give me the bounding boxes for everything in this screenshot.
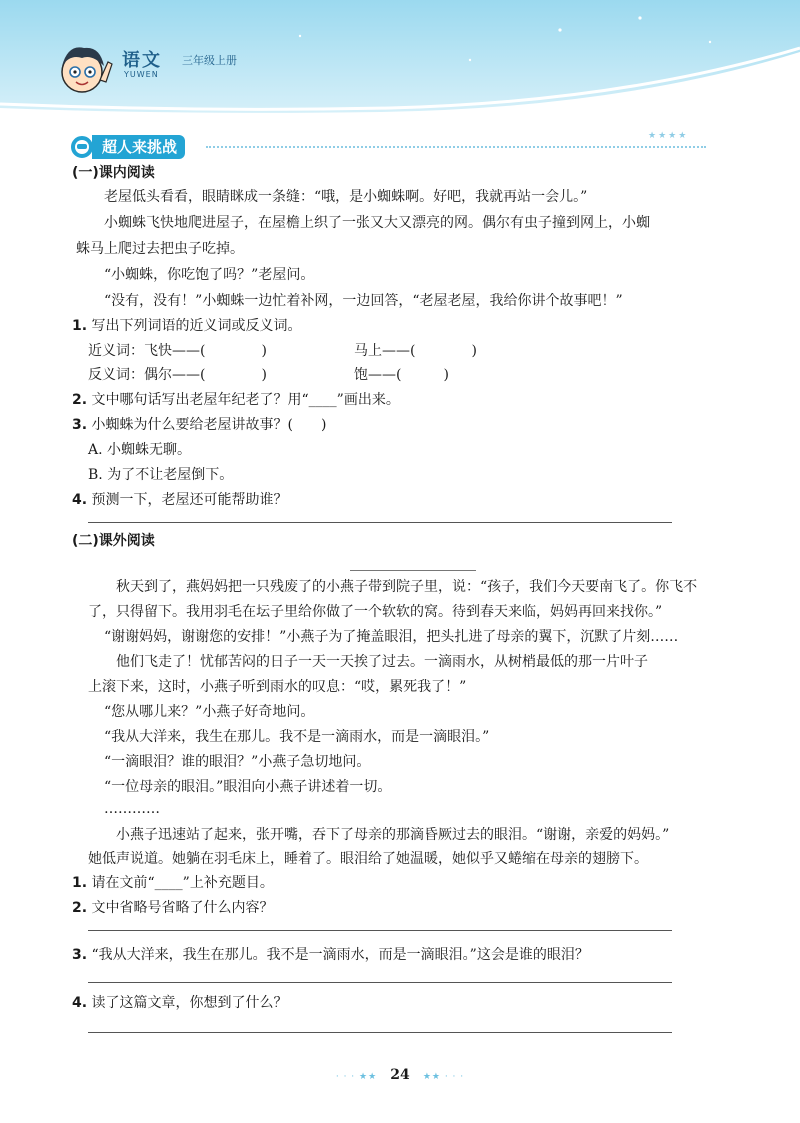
question-text: “我从大洋来，我生在那儿。我不是一滴雨水，而是一滴眼泪。”这会是谁的眼泪？: [91, 947, 589, 963]
footer-stars-right: ★★ · · ·: [422, 1072, 465, 1082]
option-b[interactable]: B. 为了不让老屋倒下。: [88, 467, 234, 483]
question-number: 2.: [72, 392, 88, 408]
part2-paragraph: 她低声说道。她躺在羽毛床上，睡着了。眼泪给了她温暖，她似乎又蜷缩在母亲的翅膀下。: [88, 851, 648, 867]
banner-divider: [206, 146, 706, 152]
question-text: 预测一下，老屋还可能帮助谁？: [91, 492, 288, 508]
question-text: 读了这篇文章，你想到了什么？: [91, 995, 288, 1011]
page-number: 24: [390, 1067, 410, 1083]
part2-question-3: [72, 946, 589, 964]
question-text: 文中哪句话写出老屋年纪老了？用“____”画出来。: [91, 392, 400, 408]
part2-paragraph: “我从大洋来，我生在那儿。我不是一滴雨水，而是一滴眼泪。”: [104, 729, 490, 745]
subject-pinyin: YUWEN: [124, 70, 159, 79]
question-number: 3.: [72, 947, 88, 963]
question-text: 小蜘蛛为什么要给老屋讲故事？( ): [91, 417, 327, 433]
antonym-fill-1[interactable]: 反义词：偶尔——( ): [88, 367, 267, 383]
grade-label: 三年级上册: [182, 54, 237, 67]
part1-paragraph: “没有，没有！”小蜘蛛一边忙着补网，一边回答，“老屋老屋，我给你讲个故事吧！”: [104, 293, 623, 309]
part1-question-2: [72, 391, 400, 409]
question-number: 1.: [72, 875, 88, 891]
part1-heading: (一)课内阅读: [72, 165, 155, 181]
answer-line[interactable]: [88, 1032, 672, 1033]
banner-title: 超人来挑战: [92, 135, 185, 159]
part2-paragraph: “一滴眼泪？谁的眼泪？”小燕子急切地问。: [104, 754, 371, 770]
answer-line[interactable]: [88, 930, 672, 931]
part2-paragraph: 了，只得留下。我用羽毛在坛子里给你做了一个软软的窝。待到春天来临，妈妈再回来找你。”: [88, 604, 663, 620]
part2-ellipsis: …………: [104, 801, 160, 817]
banner-stars: ★★★★: [648, 131, 689, 141]
question-number: 3.: [72, 417, 88, 433]
part2-paragraph: 小燕子迅速站了起来，张开嘴，吞下了母亲的那滴昏厥过去的眼泪。“谢谢，亲爱的妈妈。”: [116, 827, 670, 843]
question-text: 请在文前“____”上补充题目。: [91, 875, 274, 891]
question-text: 写出下列词语的近义词或反义词。: [91, 318, 302, 334]
answer-line[interactable]: [88, 982, 672, 983]
part2-paragraph: 他们飞走了！忧郁苦闷的日子一天一天挨了过去。一滴雨水，从树梢最低的那一片叶子: [116, 654, 648, 670]
question-number: 1.: [72, 318, 88, 334]
part2-heading: (二)课外阅读: [72, 533, 155, 549]
page-header: [0, 0, 800, 120]
synonym-fill-1[interactable]: 近义词：飞快——( ): [88, 343, 267, 359]
part2-paragraph: 秋天到了，燕妈妈把一只残废了的小燕子带到院子里，说：“孩子，我们今天要南飞了。你飞不: [116, 579, 698, 595]
part2-paragraph: “一位母亲的眼泪。”眼泪向小燕子讲述着一切。: [104, 779, 392, 795]
mascot-icon: [48, 36, 118, 106]
part2-paragraph: “您从哪儿来？”小燕子好奇地问。: [104, 704, 315, 720]
part1-paragraph: 蛛马上爬过去把虫子吃掉。: [76, 241, 244, 257]
part2-question-2: [72, 899, 274, 917]
part1-paragraph: 老屋低头看看，眼睛眯成一条缝：“哦，是小蜘蛛啊。好吧，我就再站一会儿。”: [104, 189, 588, 205]
part1-paragraph: “小蜘蛛，你吃饱了吗？”老屋问。: [104, 267, 315, 283]
part1-paragraph: 小蜘蛛飞快地爬进屋子，在屋檐上织了一张又大又漂亮的网。偶尔有虫子撞到网上，小蜘: [104, 215, 650, 231]
subject-title: 语文: [122, 50, 162, 71]
part1-question-3: [72, 416, 326, 434]
question-number: 2.: [72, 900, 88, 916]
question-number: 4.: [72, 492, 88, 508]
question-number: 4.: [72, 995, 88, 1011]
header-background: [0, 0, 800, 120]
answer-line[interactable]: [88, 522, 672, 523]
antonym-fill-2[interactable]: 饱——( ): [354, 367, 449, 383]
part2-question-4: [72, 994, 288, 1012]
title-blank-line[interactable]: [350, 570, 476, 571]
part2-paragraph: 上滚下来，这时，小燕子听到雨水的叹息：“哎，累死我了！”: [88, 679, 467, 695]
page-footer: [0, 1064, 800, 1083]
footer-stars-left: · · · ★★: [335, 1072, 378, 1082]
part1-question-1: [72, 317, 302, 335]
question-text: 文中省略号省略了什么内容？: [91, 900, 274, 916]
part2-question-1: [72, 874, 274, 892]
part2-paragraph: “谢谢妈妈，谢谢您的安排！”小燕子为了掩盖眼泪，把头扎进了母亲的翼下，沉默了片刻……: [104, 629, 679, 645]
synonym-fill-2[interactable]: 马上——( ): [354, 343, 477, 359]
option-a[interactable]: A. 小蜘蛛无聊。: [88, 442, 192, 458]
part1-question-4: [72, 491, 288, 509]
